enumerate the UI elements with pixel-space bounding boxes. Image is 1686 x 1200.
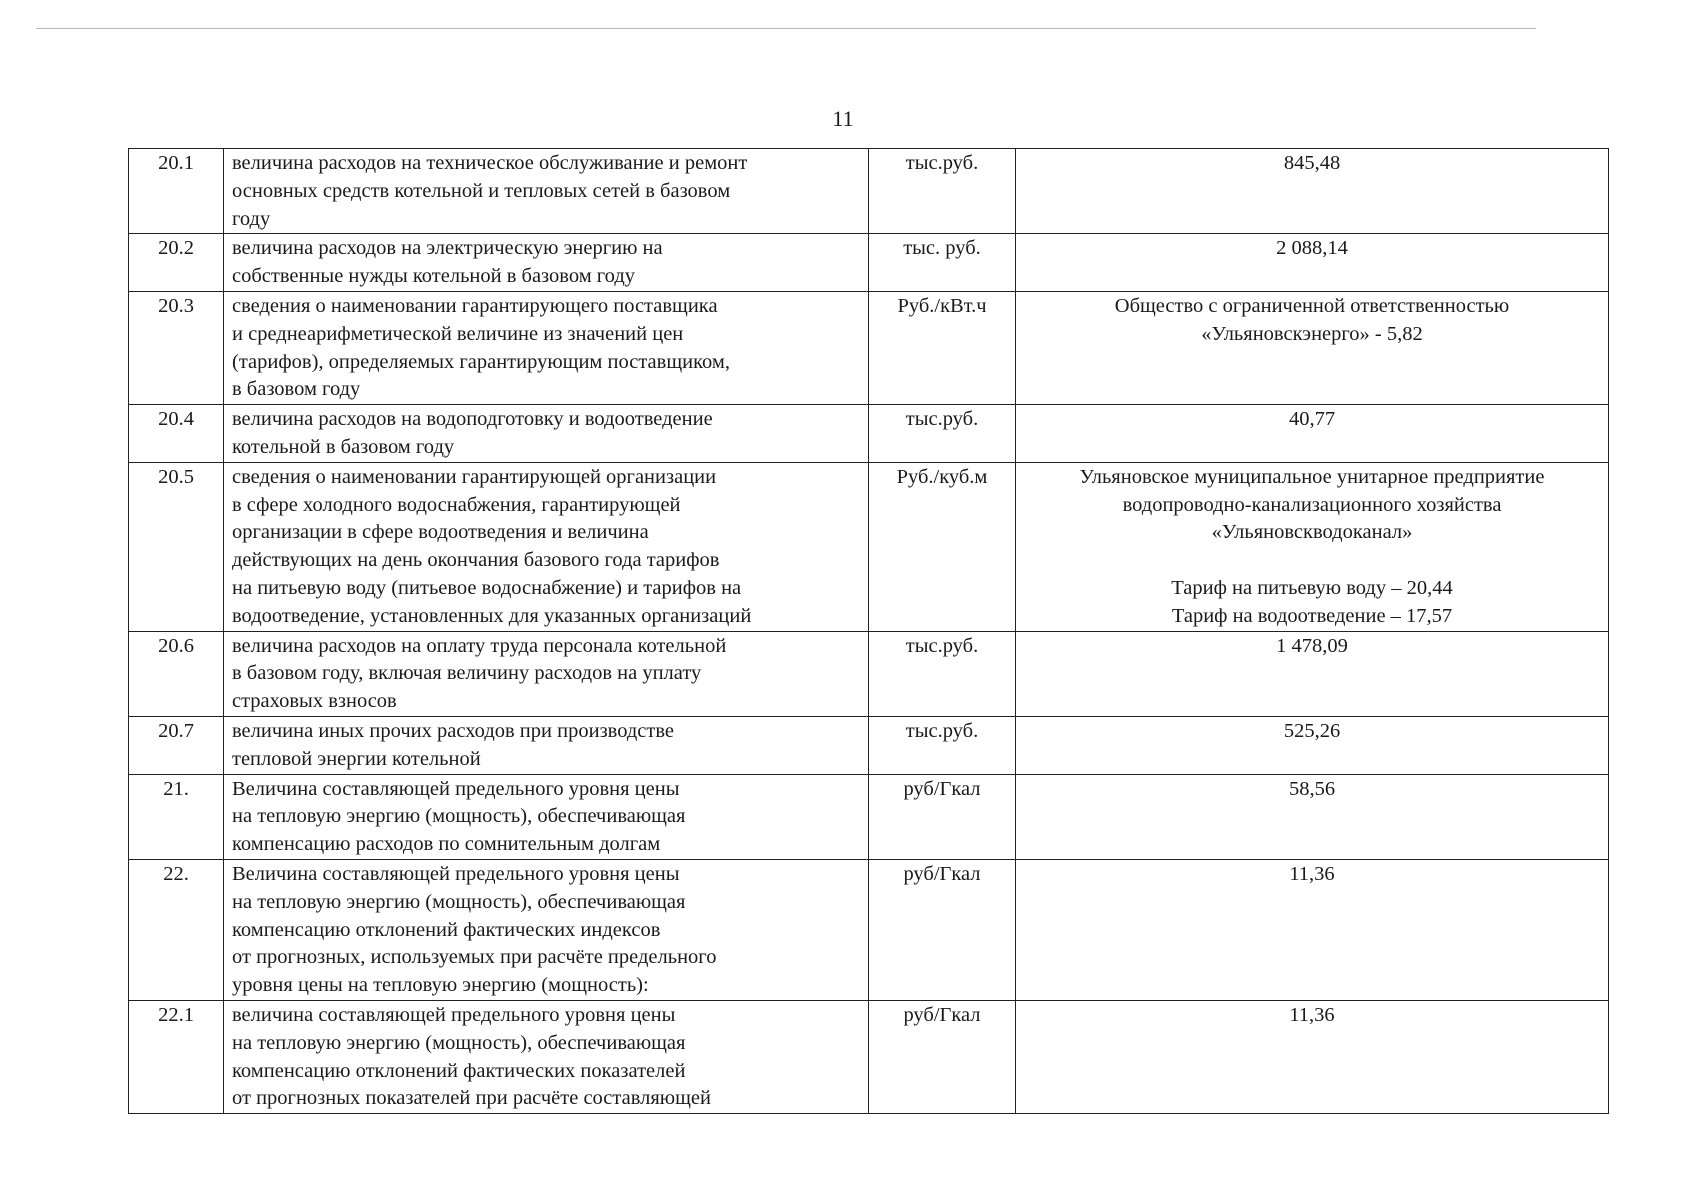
row-description [224, 859, 869, 1000]
row-description [224, 405, 869, 463]
description-line: компенсацию расходов по сомнительным долгам [232, 833, 661, 856]
description-line: организации в сфере водоотведения и величина [232, 521, 649, 544]
value-line: 58,56 [1288, 777, 1336, 800]
row-unit: тыс. руб. [869, 234, 1016, 292]
description-line: основных средств котельной и тепловых сетей в базовом [232, 179, 731, 202]
description-line: компенсацию отклонений фактических показателей [232, 1059, 686, 1082]
row-number: 20.4 [129, 405, 224, 463]
table-row [129, 291, 1609, 404]
scan-edge-line [36, 28, 1536, 29]
row-unit: тыс.руб. [869, 405, 1016, 463]
description-line: на тепловую энергию (мощность), обеспечивающая [232, 805, 686, 828]
table-row [129, 774, 1609, 859]
table-row [129, 462, 1609, 631]
value-line: Общество с ограниченной ответственностью [1114, 294, 1510, 317]
description-line: уровня цены на тепловую энергию (мощность): [232, 974, 649, 997]
description-line: в сфере холодного водоснабжения, гарантирующей [232, 493, 681, 516]
row-number: 20.6 [129, 631, 224, 716]
description-line: величина расходов на оплату труда персонала котельной [232, 634, 727, 657]
description-line: компенсацию отклонений фактических индексов [232, 918, 661, 941]
description-line: собственные нужды котельной в базовом году [232, 265, 636, 288]
description-line: величина расходов на техническое обслуживание и ремонт [232, 152, 748, 174]
table-row [129, 1000, 1609, 1113]
value-spacer [1024, 547, 1600, 575]
row-number: 20.7 [129, 716, 224, 774]
row-number: 21. [129, 774, 224, 859]
description-line: Величина составляющей предельного уровня цены [232, 777, 680, 800]
value-line: Тариф на питьевую воду – 20,44 [1171, 576, 1453, 599]
description-line: в базовом году, включая величину расходов на уплату [232, 662, 702, 685]
row-value [1016, 774, 1609, 859]
row-value [1016, 462, 1609, 631]
row-value [1016, 291, 1609, 404]
description-line: и среднеарифметической величине из значений цен [232, 322, 684, 345]
row-description [224, 462, 869, 631]
row-number: 20.1 [129, 149, 224, 234]
description-line: тепловой энергии котельной [232, 747, 481, 770]
description-line: величина иных прочих расходов при производстве [232, 719, 675, 742]
table-row [129, 234, 1609, 292]
table-row [129, 405, 1609, 463]
description-line: величина составляющей предельного уровня цены [232, 1003, 676, 1026]
row-unit: тыс.руб. [869, 631, 1016, 716]
row-description [224, 716, 869, 774]
row-value [1016, 631, 1609, 716]
row-description [224, 234, 869, 292]
table-row [129, 631, 1609, 716]
description-line: (тарифов), определяемых гарантирующим поставщиком, [232, 350, 730, 373]
row-description [224, 149, 869, 234]
table-body [129, 149, 1609, 1114]
row-unit: руб/Гкал [869, 774, 1016, 859]
row-description [224, 631, 869, 716]
description-line: страховых взносов [232, 690, 397, 713]
description-line: на тепловую энергию (мощность), обеспечивающая [232, 890, 686, 913]
row-description [224, 291, 869, 404]
description-line: на питьевую воду (питьевое водоснабжение) и тарифов на [232, 576, 742, 599]
table-row [129, 149, 1609, 234]
description-line: году [232, 207, 271, 230]
row-unit: Руб./кВт.ч [869, 291, 1016, 404]
row-unit: руб/Гкал [869, 1000, 1016, 1113]
description-line: в базовом году [232, 378, 361, 401]
row-value [1016, 1000, 1609, 1113]
row-value [1016, 149, 1609, 234]
value-line: Тариф на водоотведение – 17,57 [1171, 604, 1453, 627]
row-value [1016, 234, 1609, 292]
value-line: 40,77 [1288, 408, 1336, 431]
description-line: водоотведение, установленных для указанных организаций [232, 604, 752, 627]
value-line: водопроводно-канализационного хозяйства [1122, 493, 1502, 516]
table-row [129, 859, 1609, 1000]
value-line: 525,26 [1283, 719, 1341, 742]
value-line: Ульяновское муниципальное унитарное предприятие [1079, 465, 1545, 488]
value-line: 11,36 [1289, 862, 1335, 885]
row-description [224, 774, 869, 859]
value-line: «Ульяновскводоканал» [1211, 521, 1413, 544]
description-line: на тепловую энергию (мощность), обеспечивающая [232, 1031, 686, 1054]
row-unit: руб/Гкал [869, 859, 1016, 1000]
row-description [224, 1000, 869, 1113]
description-line: от прогнозных показателей при расчёте составляющей [232, 1087, 711, 1110]
value-line: 845,48 [1283, 152, 1341, 174]
description-line: Величина составляющей предельного уровня цены [232, 862, 680, 885]
value-line: 2 088,14 [1276, 237, 1348, 260]
value-line: «Ульяновскэнерго» - 5,82 [1201, 322, 1423, 345]
description-line: сведения о наименовании гарантирующей организации [232, 465, 717, 488]
row-unit: тыс.руб. [869, 716, 1016, 774]
description-line: действующих на день окончания базового года тарифов [232, 549, 720, 572]
row-number: 20.5 [129, 462, 224, 631]
description-line: величина расходов на электрическую энергию на [232, 237, 663, 260]
page-number: 11 [832, 106, 854, 131]
row-number: 22.1 [129, 1000, 224, 1113]
row-number: 22. [129, 859, 224, 1000]
table-row [129, 716, 1609, 774]
row-number: 20.3 [129, 291, 224, 404]
tariff-table [128, 148, 1609, 1114]
description-line: сведения о наименовании гарантирующего поставщика [232, 294, 718, 317]
row-value [1016, 716, 1609, 774]
row-unit: Руб./куб.м [869, 462, 1016, 631]
row-unit: тыс.руб. [869, 149, 1016, 234]
description-line: котельной в базовом году [232, 435, 455, 458]
row-value [1016, 405, 1609, 463]
row-value [1016, 859, 1609, 1000]
value-line: 1 478,09 [1276, 634, 1348, 657]
description-line: величина расходов на водоподготовку и водоотведение [232, 408, 713, 431]
description-line: от прогнозных, используемых при расчёте предельного [232, 946, 717, 969]
row-number: 20.2 [129, 234, 224, 292]
value-line: 11,36 [1289, 1003, 1335, 1026]
